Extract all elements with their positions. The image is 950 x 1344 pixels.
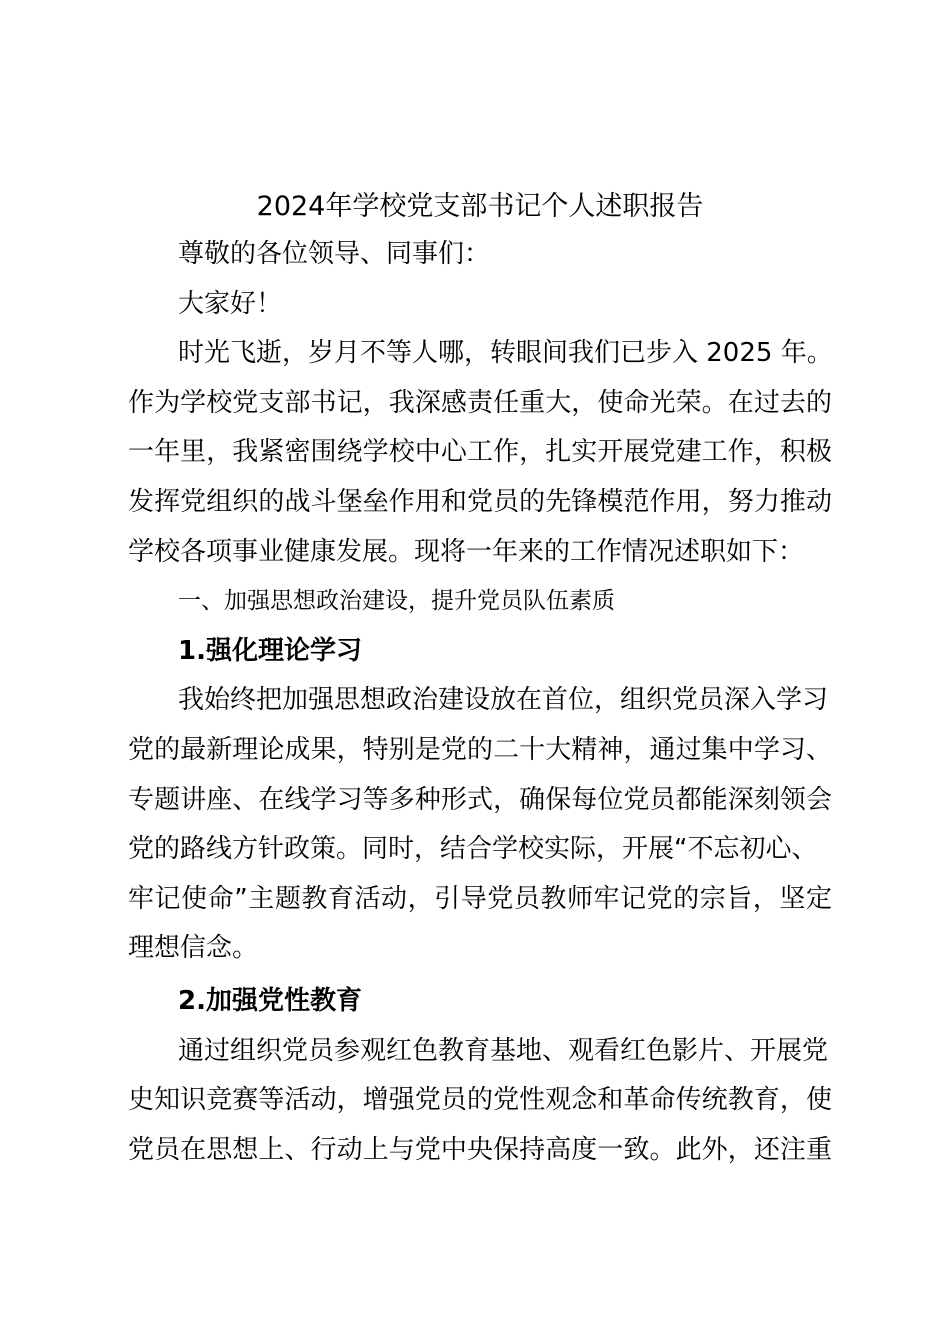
paragraph-line: 专题讲座、在线学习等多种形式，确保每位党员都能深刻领会 bbox=[128, 784, 832, 815]
subsection-1-paragraph bbox=[128, 676, 832, 974]
paragraph-line: 党的路线方针政策。同时，结合学校实际，开展“不忘初心、 bbox=[128, 834, 818, 865]
paragraph-line: 牢记使命”主题教育活动，引导党员教师牢记党的宗旨，坚定 bbox=[128, 883, 832, 914]
document-page bbox=[128, 184, 832, 1175]
greeting: 大家好！ bbox=[178, 288, 283, 319]
paragraph-line: 理想信念。 bbox=[128, 933, 259, 964]
intro-line: 一年里，我紧密围绕学校中心工作，扎实开展党建工作，积极 bbox=[128, 437, 832, 468]
section-heading-1: 一、加强思想政治建设，提升党员队伍素质 bbox=[178, 588, 615, 615]
document-title: 2024年学校党支部书记个人述职报告 bbox=[256, 191, 704, 222]
paragraph-line: 党员在思想上、行动上与党中央保持高度一致。此外，还注重 bbox=[128, 1134, 832, 1165]
intro-paragraph bbox=[128, 329, 832, 577]
paragraph-line: 史知识竞赛等活动，增强党员的党性观念和革命传统教育，使 bbox=[128, 1085, 832, 1116]
intro-line: 发挥党组织的战斗堡垒作用和党员的先锋模范作用，努力推动 bbox=[128, 486, 832, 517]
salutation: 尊敬的各位领导、同事们： bbox=[178, 239, 491, 269]
paragraph-line: 党的最新理论成果，特别是党的二十大精神，通过集中学习、 bbox=[128, 734, 832, 765]
intro-line: 作为学校党支部书记，我深感责任重大，使命光荣。在过去的 bbox=[128, 387, 832, 418]
paragraph-line: 通过组织党员参观红色教育基地、观看红色影片、开展党 bbox=[178, 1035, 829, 1066]
subsection-2-paragraph bbox=[128, 1027, 832, 1176]
intro-line: 时光飞逝，岁月不等人哪，转眼间我们已步入 2025 年。 bbox=[178, 338, 833, 369]
subsection-heading-1: 1.强化理论学习 bbox=[178, 635, 362, 666]
intro-line: 学校各项事业健康发展。现将一年来的工作情况述职如下： bbox=[128, 536, 805, 567]
subsection-heading-2: 2.加强党性教育 bbox=[178, 985, 362, 1016]
paragraph-line: 我始终把加强思想政治建设放在首位，组织党员深入学习 bbox=[178, 685, 829, 716]
